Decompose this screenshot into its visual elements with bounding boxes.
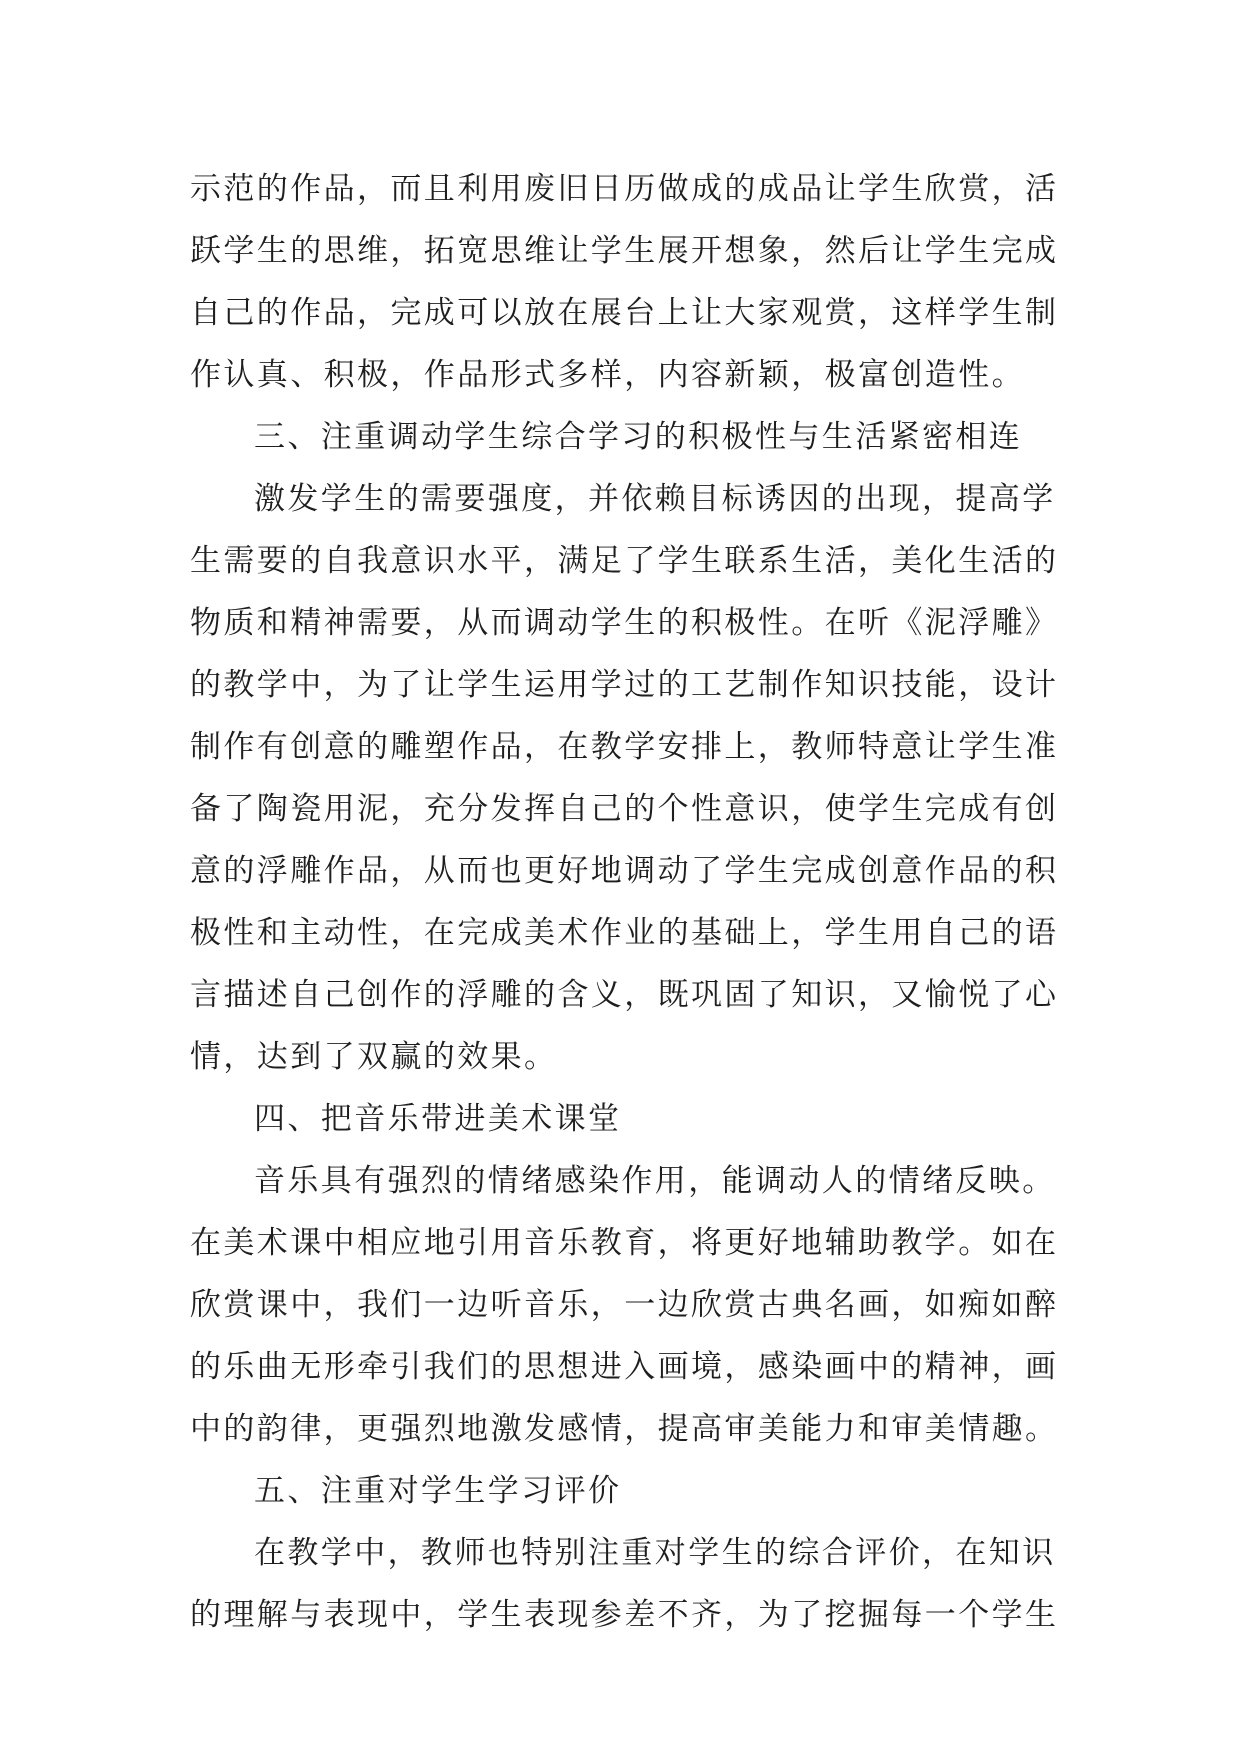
paragraph-line: 作认真、积极，作品形式多样，内容新颖，极富创造性。 [190, 357, 1025, 393]
paragraph-line: 生需要的自我意识水平，满足了学生联系生活，美化生活的 [190, 543, 1059, 579]
paragraph-line: 在美术课中相应地引用音乐教育，将更好地辅助教学。如在 [190, 1225, 1059, 1261]
paragraph-line: 制作有创意的雕塑作品，在教学安排上，教师特意让学生准 [190, 729, 1059, 765]
paragraph-line: 备了陶瓷用泥，充分发挥自己的个性意识，使学生完成有创 [190, 791, 1059, 827]
paragraph-line: 自己的作品，完成可以放在展台上让大家观赏，这样学生制 [190, 295, 1059, 331]
paragraph-line: 物质和精神需要，从而调动学生的积极性。在听《泥浮雕》 [190, 605, 1059, 641]
paragraph-line: 在教学中，教师也特别注重对学生的综合评价，在知识 [254, 1535, 1056, 1571]
paragraph-line: 的乐曲无形牵引我们的思想进入画境，感染画中的精神，画 [190, 1349, 1059, 1385]
paragraph-line: 极性和主动性，在完成美术作业的基础上，学生用自己的语 [190, 915, 1059, 951]
paragraph-line: 的教学中，为了让学生运用学过的工艺制作知识技能，设计 [190, 667, 1059, 703]
paragraph-line: 跃学生的思维，拓宽思维让学生展开想象，然后让学生完成 [190, 233, 1059, 269]
paragraph-line: 示范的作品，而且利用废旧日历做成的成品让学生欣赏，活 [190, 171, 1059, 207]
paragraph-line: 音乐具有强烈的情绪感染作用，能调动人的情绪反映。 [254, 1163, 1056, 1199]
paragraph-line: 的理解与表现中，学生表现参差不齐，为了挖掘每一个学生 [190, 1597, 1059, 1633]
paragraph-line: 意的浮雕作品，从而也更好地调动了学生完成创意作品的积 [190, 853, 1059, 889]
body-text [190, 158, 1070, 1646]
section-heading-4: 四、把音乐带进美术课堂 [254, 1101, 622, 1137]
section-heading-5: 五、注重对学生学习评价 [254, 1473, 622, 1509]
paragraph-line: 激发学生的需要强度，并依赖目标诱因的出现，提高学 [254, 481, 1056, 517]
paragraph-line: 欣赏课中，我们一边听音乐，一边欣赏古典名画，如痴如醉 [190, 1287, 1059, 1323]
section-heading-3: 三、注重调动学生综合学习的积极性与生活紧密相连 [254, 419, 1023, 455]
paragraph-line: 情，达到了双赢的效果。 [190, 1039, 558, 1075]
paragraph-line: 言描述自己创作的浮雕的含义，既巩固了知识，又愉悦了心 [190, 977, 1059, 1013]
paragraph-line: 中的韵律，更强烈地激发感情，提高审美能力和审美情趣。 [190, 1411, 1059, 1447]
